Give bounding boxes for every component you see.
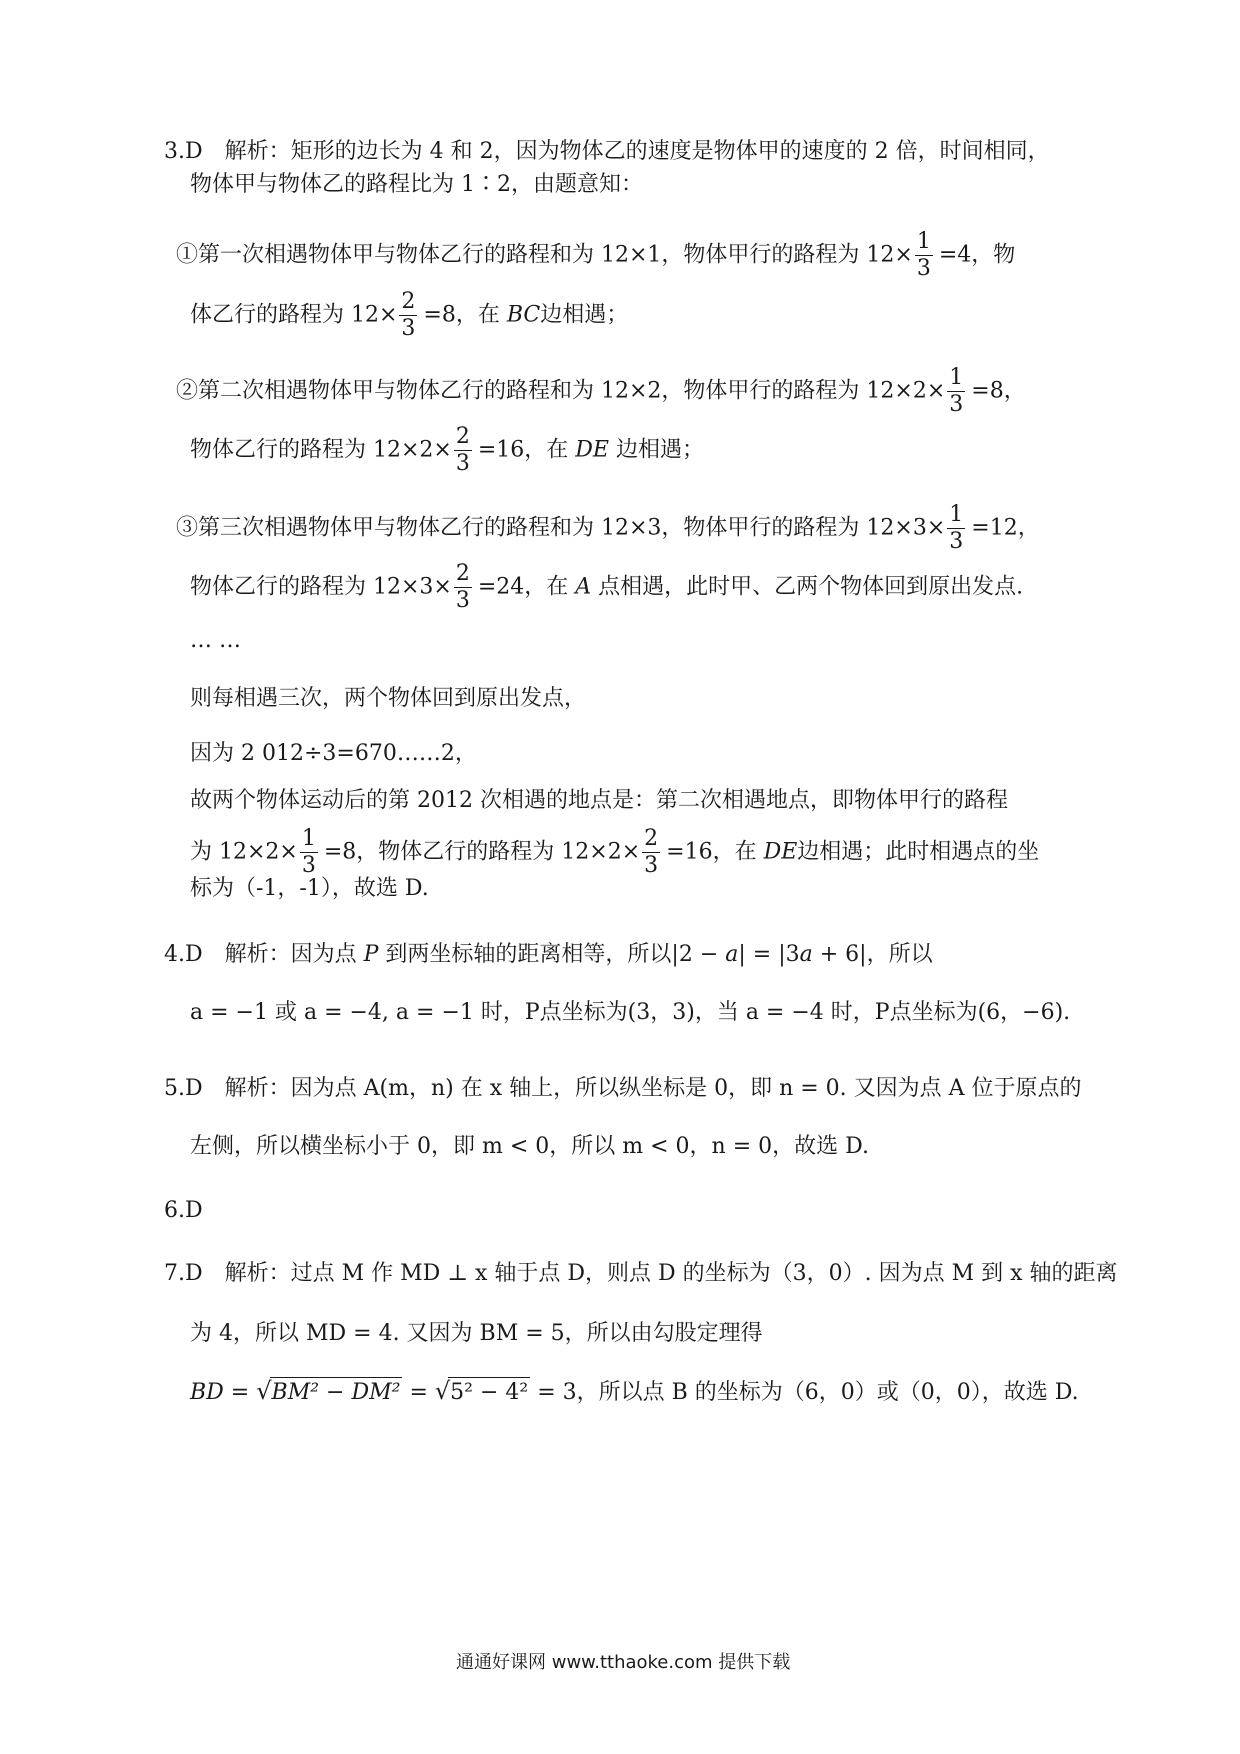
q7-bd-eq: BD =	[190, 1380, 257, 1405]
fraction-two-thirds: $\frac{2}{3}$	[455, 424, 470, 476]
q5-line-2: 左侧，所以横坐标小于 0，即 m < 0，所以 m < 0，n = 0，故选 D.	[190, 1134, 869, 1159]
fraction-one-third: $\frac{1}{3}$	[949, 502, 964, 554]
fraction-one-third: $\frac{1}{3}$	[916, 229, 931, 281]
var-de: DE	[575, 437, 609, 463]
q6-line-1: 6.D	[164, 1198, 203, 1223]
var-p: P	[363, 942, 379, 967]
fraction-two-thirds: $\frac{2}{3}$	[455, 561, 470, 613]
q3-step2-line-2	[190, 424, 704, 477]
q7-line-2: 为 4，所以 MD = 4. 又因为 BM = 5，所以由勾股定理得	[190, 1321, 763, 1346]
var-a: a	[799, 942, 813, 967]
q7-line-3	[190, 1376, 1079, 1408]
q3-step1-result-2: =8，在	[423, 302, 507, 328]
q3-conclusion-2	[190, 826, 1039, 879]
q3-step3-point: 点相遇，此时甲、乙两个物体回到原出发点.	[591, 574, 1024, 600]
q3-conclusion-1: 故两个物体运动后的第 2012 次相遇的地点是：第二次相遇地点，即物体甲行的路程	[190, 788, 1008, 813]
q3-conc-text-b: =8，物体乙行的路程为 12×2×	[323, 839, 641, 865]
q3-step1-line-1	[176, 229, 1015, 282]
q4-text-a: 4.D 解析：因为点	[164, 942, 364, 967]
var-de: DE	[763, 839, 798, 865]
q3-calc: 因为 2 012÷3=670……2，	[190, 741, 477, 766]
q3-conc-text-c: =16，在	[666, 839, 764, 865]
q3-step2-edge: 边相遇；	[608, 437, 704, 463]
q4-text-d: + 6|，所以	[812, 942, 933, 967]
q3-line-1: 3.D 解析：矩形的边长为 4 和 2，因为物体乙的速度是物体甲的速度的 2 倍，时间相同，	[164, 139, 1050, 164]
q3-step3-line-2	[190, 561, 1023, 614]
q3-every-three: 则每相遇三次，两个物体回到原出发点，	[190, 686, 587, 711]
q3-step3-result: =12，	[971, 515, 1040, 541]
q4-text-c: | = |3	[738, 942, 800, 967]
q7-radicand-1: BM² − DM²	[270, 1377, 403, 1408]
fraction-two-thirds: $\frac{2}{3}$	[401, 289, 416, 341]
q3-step1-result: =4，物	[938, 242, 1016, 268]
q3-step2-result-2: =16，在	[477, 437, 576, 463]
q3-ellipsis: … …	[190, 628, 241, 653]
q7-line-1: 7.D 解析：过点 M 作 MD ⊥ x 轴于点 D，则点 D 的坐标为（3，0）. 因为点 M 到 x 轴的距离	[164, 1261, 1118, 1286]
page-footer: 通通好课网 www.tthaoke.com 提供下载	[456, 1652, 791, 1673]
fraction-two-thirds: $\frac{2}{3}$	[644, 826, 659, 878]
q3-step2-line-1	[176, 365, 1026, 418]
var-a: A	[575, 574, 592, 600]
fraction-one-third: $\frac{1}{3}$	[949, 365, 964, 417]
q7-radicand-2: 5² − 4²	[448, 1377, 530, 1408]
q7-result: = 3，所以点 B 的坐标为（6，0）或（0，0），故选 D.	[530, 1380, 1079, 1405]
fraction-one-third: $\frac{1}{3}$	[301, 826, 316, 878]
q7-eq: =	[402, 1380, 435, 1405]
q3-step3-text-2: 物体乙行的路程为 12×3×	[190, 574, 452, 600]
q3-step3-result-2: =24，在	[477, 574, 576, 600]
q4-line-2: a = −1 或 a = −4, a = −1 时，P点坐标为(3，3)，当 a = −4 时，P点坐标为(6，−6).	[190, 1000, 1071, 1025]
q3-step1-edge: 边相遇；	[540, 302, 629, 328]
q3-step1-text: ①第一次相遇物体甲与物体乙行的路程和为 12×1，物体甲行的路程为 12×	[176, 242, 913, 268]
sqrt-sign: √	[434, 1377, 451, 1405]
q3-step1-line-2	[190, 289, 628, 342]
q3-step3-text: ③第三次相遇物体甲与物体乙行的路程和为 12×3，物体甲行的路程为 12×3×	[176, 515, 946, 541]
var-bc: BC	[506, 302, 541, 328]
q3-step2-result: =8，	[971, 378, 1026, 404]
q3-step1-text-2: 体乙行的路程为 12×	[190, 302, 398, 328]
q3-line-2: 物体甲与物体乙的路程比为 1∶2，由题意知：	[190, 172, 643, 197]
q3-conc-text-d: 边相遇；此时相遇点的坐	[797, 839, 1040, 865]
q5-line-1: 5.D 解析：因为点 A(m，n) 在 x 轴上，所以纵坐标是 0，即 n = 0. 又因为点 A 位于原点的	[164, 1076, 1082, 1101]
q4-line-1	[164, 940, 933, 970]
q3-conclusion-3: 标为（-1，-1），故选 D.	[190, 876, 429, 901]
q3-conc-text-a: 为 12×2×	[190, 839, 298, 865]
sqrt-sign: √	[256, 1377, 272, 1405]
q3-step2-text-2: 物体乙行的路程为 12×2×	[190, 437, 452, 463]
var-a: a	[725, 942, 739, 967]
q4-text-b: 到两坐标轴的距离相等，所以|2 −	[378, 942, 726, 967]
q3-step3-line-1	[176, 502, 1040, 555]
q3-step2-text: ②第二次相遇物体甲与物体乙行的路程和为 12×2，物体甲行的路程为 12×2×	[176, 378, 946, 404]
